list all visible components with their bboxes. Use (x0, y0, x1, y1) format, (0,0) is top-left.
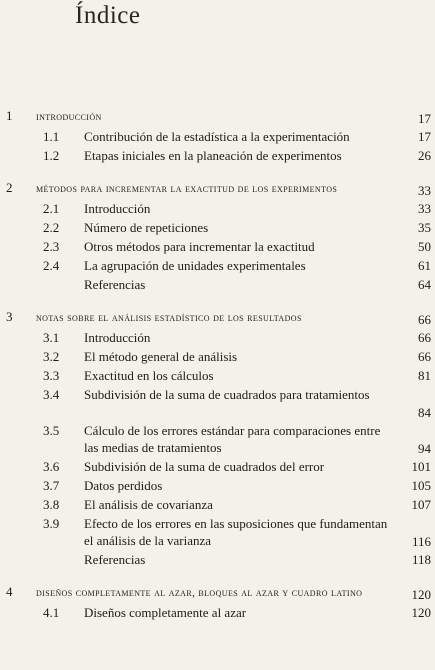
chapter-entry (0, 180, 435, 294)
section-title: Subdivisión de la suma de cuadrados del error (84, 459, 325, 474)
section-number: 3.9 (43, 516, 60, 531)
section-number: 2.1 (43, 201, 60, 216)
section-title: La agrupación de unidades experimentales (84, 258, 306, 273)
section-title: El análisis de covarianza (84, 497, 213, 512)
section-title: Datos perdidos (84, 478, 163, 493)
section-entry (0, 275, 435, 294)
section-entry (0, 514, 435, 550)
section-entry (0, 495, 435, 514)
section-number: 2.3 (43, 239, 60, 254)
section-title: Etapas iniciales en la planeación de experimentos (84, 148, 342, 163)
section-page-number: 94 (418, 441, 431, 456)
chapter-page-number: 66 (418, 312, 431, 327)
chapter-entry (0, 309, 435, 569)
chapter-page-number: 33 (418, 183, 431, 198)
chapter-title: diseños completamente al azar, bloques al azar y cuadro latino (36, 587, 363, 599)
section-title: El método general de análisis (84, 349, 238, 364)
chapter-number: 1 (6, 108, 13, 123)
section-title: Exactitud en los cálculos (84, 368, 214, 383)
section-entry (0, 457, 435, 476)
chapter-number: 3 (6, 309, 13, 324)
section-entry (0, 199, 435, 218)
section-entry (0, 218, 435, 237)
section-title: Efecto de los errores en las suposiciones que fundamentan el análisis de la varianza (84, 516, 388, 548)
page-title: Índice (75, 2, 141, 29)
section-number: 3.7 (43, 478, 60, 493)
section-title: Referencias (84, 552, 146, 567)
section-number: 1.1 (43, 129, 60, 144)
section-page-number: 61 (418, 258, 431, 273)
section-entry (0, 421, 435, 457)
section-page-number: 64 (418, 277, 431, 292)
section-page-number: 101 (411, 459, 431, 474)
section-title: Introducción (84, 330, 151, 345)
section-number: 3.5 (43, 423, 60, 438)
section-number: 3.2 (43, 349, 60, 364)
table-of-contents (0, 108, 435, 637)
section-title: Contribución de la estadística a la experimentación (84, 129, 350, 144)
section-number: 3.8 (43, 497, 60, 512)
section-title: Otros métodos para incrementar la exactitud (84, 239, 315, 254)
section-page-number: 107 (411, 497, 431, 512)
chapter-page-number: 17 (418, 111, 431, 126)
section-entry (0, 385, 435, 421)
section-page-number: 66 (418, 349, 431, 364)
section-page-number: 81 (418, 368, 431, 383)
section-title: Referencias (84, 277, 146, 292)
section-entry (0, 146, 435, 165)
chapter-number: 4 (6, 584, 13, 599)
section-entry (0, 127, 435, 146)
chapter-number: 2 (6, 180, 13, 195)
chapter-page-number: 120 (411, 587, 431, 602)
section-entry (0, 347, 435, 366)
section-number: 2.2 (43, 220, 60, 235)
section-page-number: 116 (411, 534, 431, 549)
section-page-number: 50 (418, 239, 431, 254)
section-entry (0, 237, 435, 256)
chapter-title: notas sobre el análisis estadístico de los resultados (36, 312, 302, 324)
section-entry (0, 550, 435, 569)
section-number: 2.4 (43, 258, 60, 273)
chapter-title: introducción (36, 111, 102, 123)
section-page-number: 33 (418, 201, 431, 216)
section-page-number: 84 (418, 405, 431, 420)
section-entry (0, 328, 435, 347)
section-title: Introducción (84, 201, 151, 216)
section-entry (0, 256, 435, 275)
section-page-number: 120 (411, 605, 431, 620)
section-number: 3.1 (43, 330, 60, 345)
section-number: 3.3 (43, 368, 60, 383)
section-number: 3.6 (43, 459, 60, 474)
section-entry (0, 603, 435, 622)
section-number: 1.2 (43, 148, 60, 163)
section-entry (0, 476, 435, 495)
chapter-title: métodos para incrementar la exactitud de los experimentos (36, 183, 338, 195)
section-title: Número de repeticiones (84, 220, 209, 235)
section-page-number: 26 (418, 148, 431, 163)
section-title: Diseños completamente al azar (84, 605, 247, 620)
section-page-number: 66 (418, 330, 431, 345)
section-title: Subdivisión de la suma de cuadrados para tratamientos (84, 387, 370, 402)
section-number: 3.4 (43, 387, 60, 402)
section-title: Cálculo de los errores estándar para comparaciones entre las medias de tratamientos (84, 423, 381, 455)
section-page-number: 17 (418, 129, 431, 144)
section-entry (0, 366, 435, 385)
section-page-number: 118 (411, 552, 431, 567)
chapter-entry (0, 108, 435, 165)
chapter-entry (0, 584, 435, 622)
section-number: 4.1 (43, 605, 60, 620)
section-page-number: 35 (418, 220, 431, 235)
section-page-number: 105 (411, 478, 431, 493)
